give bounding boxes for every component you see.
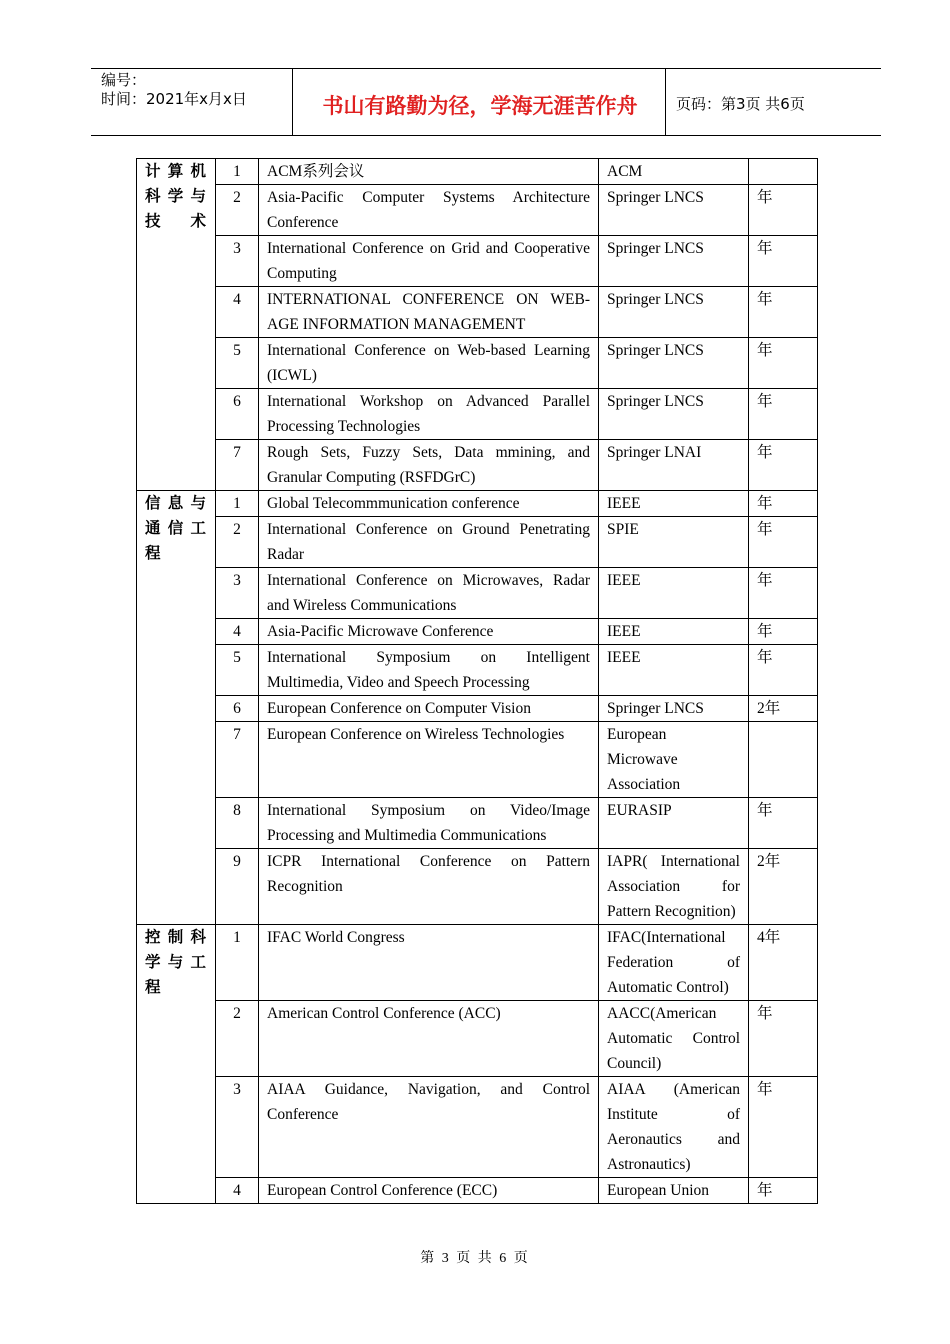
row-number: 8 (216, 798, 259, 849)
row-number: 5 (216, 338, 259, 389)
row-number: 3 (216, 568, 259, 619)
conference-name: ACM系列会议 (259, 159, 599, 185)
conference-name: American Control Conference (ACC) (259, 1001, 599, 1077)
publisher: SPIE (599, 517, 749, 568)
cycle: 年 (749, 338, 818, 389)
publisher: Springer LNCS (599, 696, 749, 722)
conference-name: International Conference on Ground Penetrating Radar (259, 517, 599, 568)
table-row (137, 568, 818, 619)
header-bottom-rule (91, 135, 881, 136)
cycle: 年 (749, 185, 818, 236)
row-number: 4 (216, 1178, 259, 1204)
publisher: Springer LNAI (599, 440, 749, 491)
page-footer: 第 3 页 共 6 页 (420, 1251, 530, 1266)
header-slogan: 书山有路勤为径，学海无涯苦作舟 (322, 94, 638, 118)
publisher: AACC(American Automatic Control Council) (599, 1001, 749, 1077)
cycle: 年 (749, 517, 818, 568)
publisher: IFAC(International Federation of Automatic Control) (599, 925, 749, 1001)
cycle: 年 (749, 1077, 818, 1178)
row-number: 7 (216, 440, 259, 491)
conference-name: International Symposium on Video/Image Processing and Multimedia Communications (259, 798, 599, 849)
conference-name: Asia-Pacific Microwave Conference (259, 619, 599, 645)
table-row (137, 645, 818, 696)
row-number: 2 (216, 185, 259, 236)
publisher: AIAA (American Institute of Aeronautics and Astronautics) (599, 1077, 749, 1178)
row-number: 6 (216, 389, 259, 440)
conference-name: Global Telecommmunication conference (259, 491, 599, 517)
cycle: 年 (749, 619, 818, 645)
cycle (749, 159, 818, 185)
header-page-label: 页码：第3页 共6页 (676, 95, 805, 113)
table-row (137, 159, 818, 185)
publisher: IEEE (599, 491, 749, 517)
table-row (137, 1001, 818, 1077)
table-row (137, 517, 818, 568)
table-row (137, 440, 818, 491)
table-row (137, 849, 818, 925)
header-meta (101, 71, 247, 109)
row-number: 1 (216, 491, 259, 517)
cycle (749, 722, 818, 798)
row-number: 5 (216, 645, 259, 696)
publisher: EURASIP (599, 798, 749, 849)
publisher: European Union (599, 1178, 749, 1204)
row-number: 1 (216, 159, 259, 185)
conference-name: IFAC World Congress (259, 925, 599, 1001)
table-row (137, 491, 818, 517)
table-row (137, 287, 818, 338)
publisher: ACM (599, 159, 749, 185)
row-number: 6 (216, 696, 259, 722)
table-row (137, 236, 818, 287)
cycle: 4年 (749, 925, 818, 1001)
publisher: IAPR( International Association for Pattern Recognition) (599, 849, 749, 925)
table-row (137, 338, 818, 389)
row-number: 4 (216, 619, 259, 645)
conference-name: Rough Sets, Fuzzy Sets, Data mmining, and Granular Computing (RSFDGrC) (259, 440, 599, 491)
publisher: IEEE (599, 645, 749, 696)
cycle: 年 (749, 568, 818, 619)
cycle: 年 (749, 1001, 818, 1077)
row-number: 2 (216, 1001, 259, 1077)
cycle: 年 (749, 1178, 818, 1204)
category-cell: 计算机科学与技术 (137, 159, 216, 491)
row-number: 4 (216, 287, 259, 338)
table-row (137, 1178, 818, 1204)
cycle: 年 (749, 645, 818, 696)
conference-name: International Conference on Grid and Cooperative Computing (259, 236, 599, 287)
table-row (137, 798, 818, 849)
category-cell: 控制科学与工程 (137, 925, 216, 1204)
cycle: 年 (749, 440, 818, 491)
publisher: Springer LNCS (599, 236, 749, 287)
row-number: 3 (216, 1077, 259, 1178)
conference-name: Asia-Pacific Computer Systems Architecture Conference (259, 185, 599, 236)
conference-name: ICPR International Conference on Pattern Recognition (259, 849, 599, 925)
table-row (137, 696, 818, 722)
publisher: Springer LNCS (599, 185, 749, 236)
cycle: 年 (749, 389, 818, 440)
cycle: 年 (749, 236, 818, 287)
cycle: 年 (749, 287, 818, 338)
conference-name: INTERNATIONAL CONFERENCE ON WEB-AGE INFORMATION MANAGEMENT (259, 287, 599, 338)
conference-table (136, 158, 818, 1204)
conference-name: International Conference on Microwaves, Radar and Wireless Communications (259, 568, 599, 619)
publisher: Springer LNCS (599, 338, 749, 389)
conference-name: International Conference on Web-based Learning (ICWL) (259, 338, 599, 389)
publisher: Springer LNCS (599, 287, 749, 338)
row-number: 3 (216, 236, 259, 287)
cycle: 年 (749, 798, 818, 849)
conference-name: International Workshop on Advanced Parallel Processing Technologies (259, 389, 599, 440)
header-time-label: 时间：2021年x月x日 (101, 90, 247, 108)
header-number-label: 编号： (101, 71, 147, 89)
category-cell: 信息与通信工程 (137, 491, 216, 925)
cycle: 2年 (749, 696, 818, 722)
header-divider-left (292, 68, 293, 136)
table-row (137, 389, 818, 440)
cycle: 年 (749, 491, 818, 517)
conference-name: International Symposium on Intelligent Multimedia, Video and Speech Processing (259, 645, 599, 696)
conference-name: European Control Conference (ECC) (259, 1178, 599, 1204)
table-row (137, 722, 818, 798)
publisher: Springer LNCS (599, 389, 749, 440)
conference-name: European Conference on Wireless Technologies (259, 722, 599, 798)
table-row (137, 1077, 818, 1178)
conference-name: European Conference on Computer Vision (259, 696, 599, 722)
header-top-rule (91, 68, 881, 69)
publisher: European Microwave Association (599, 722, 749, 798)
table-row (137, 185, 818, 236)
row-number: 2 (216, 517, 259, 568)
table-row (137, 619, 818, 645)
row-number: 7 (216, 722, 259, 798)
row-number: 9 (216, 849, 259, 925)
publisher: IEEE (599, 619, 749, 645)
cycle: 2年 (749, 849, 818, 925)
row-number: 1 (216, 925, 259, 1001)
table-row (137, 925, 818, 1001)
conference-name: AIAA Guidance, Navigation, and Control Conference (259, 1077, 599, 1178)
publisher: IEEE (599, 568, 749, 619)
